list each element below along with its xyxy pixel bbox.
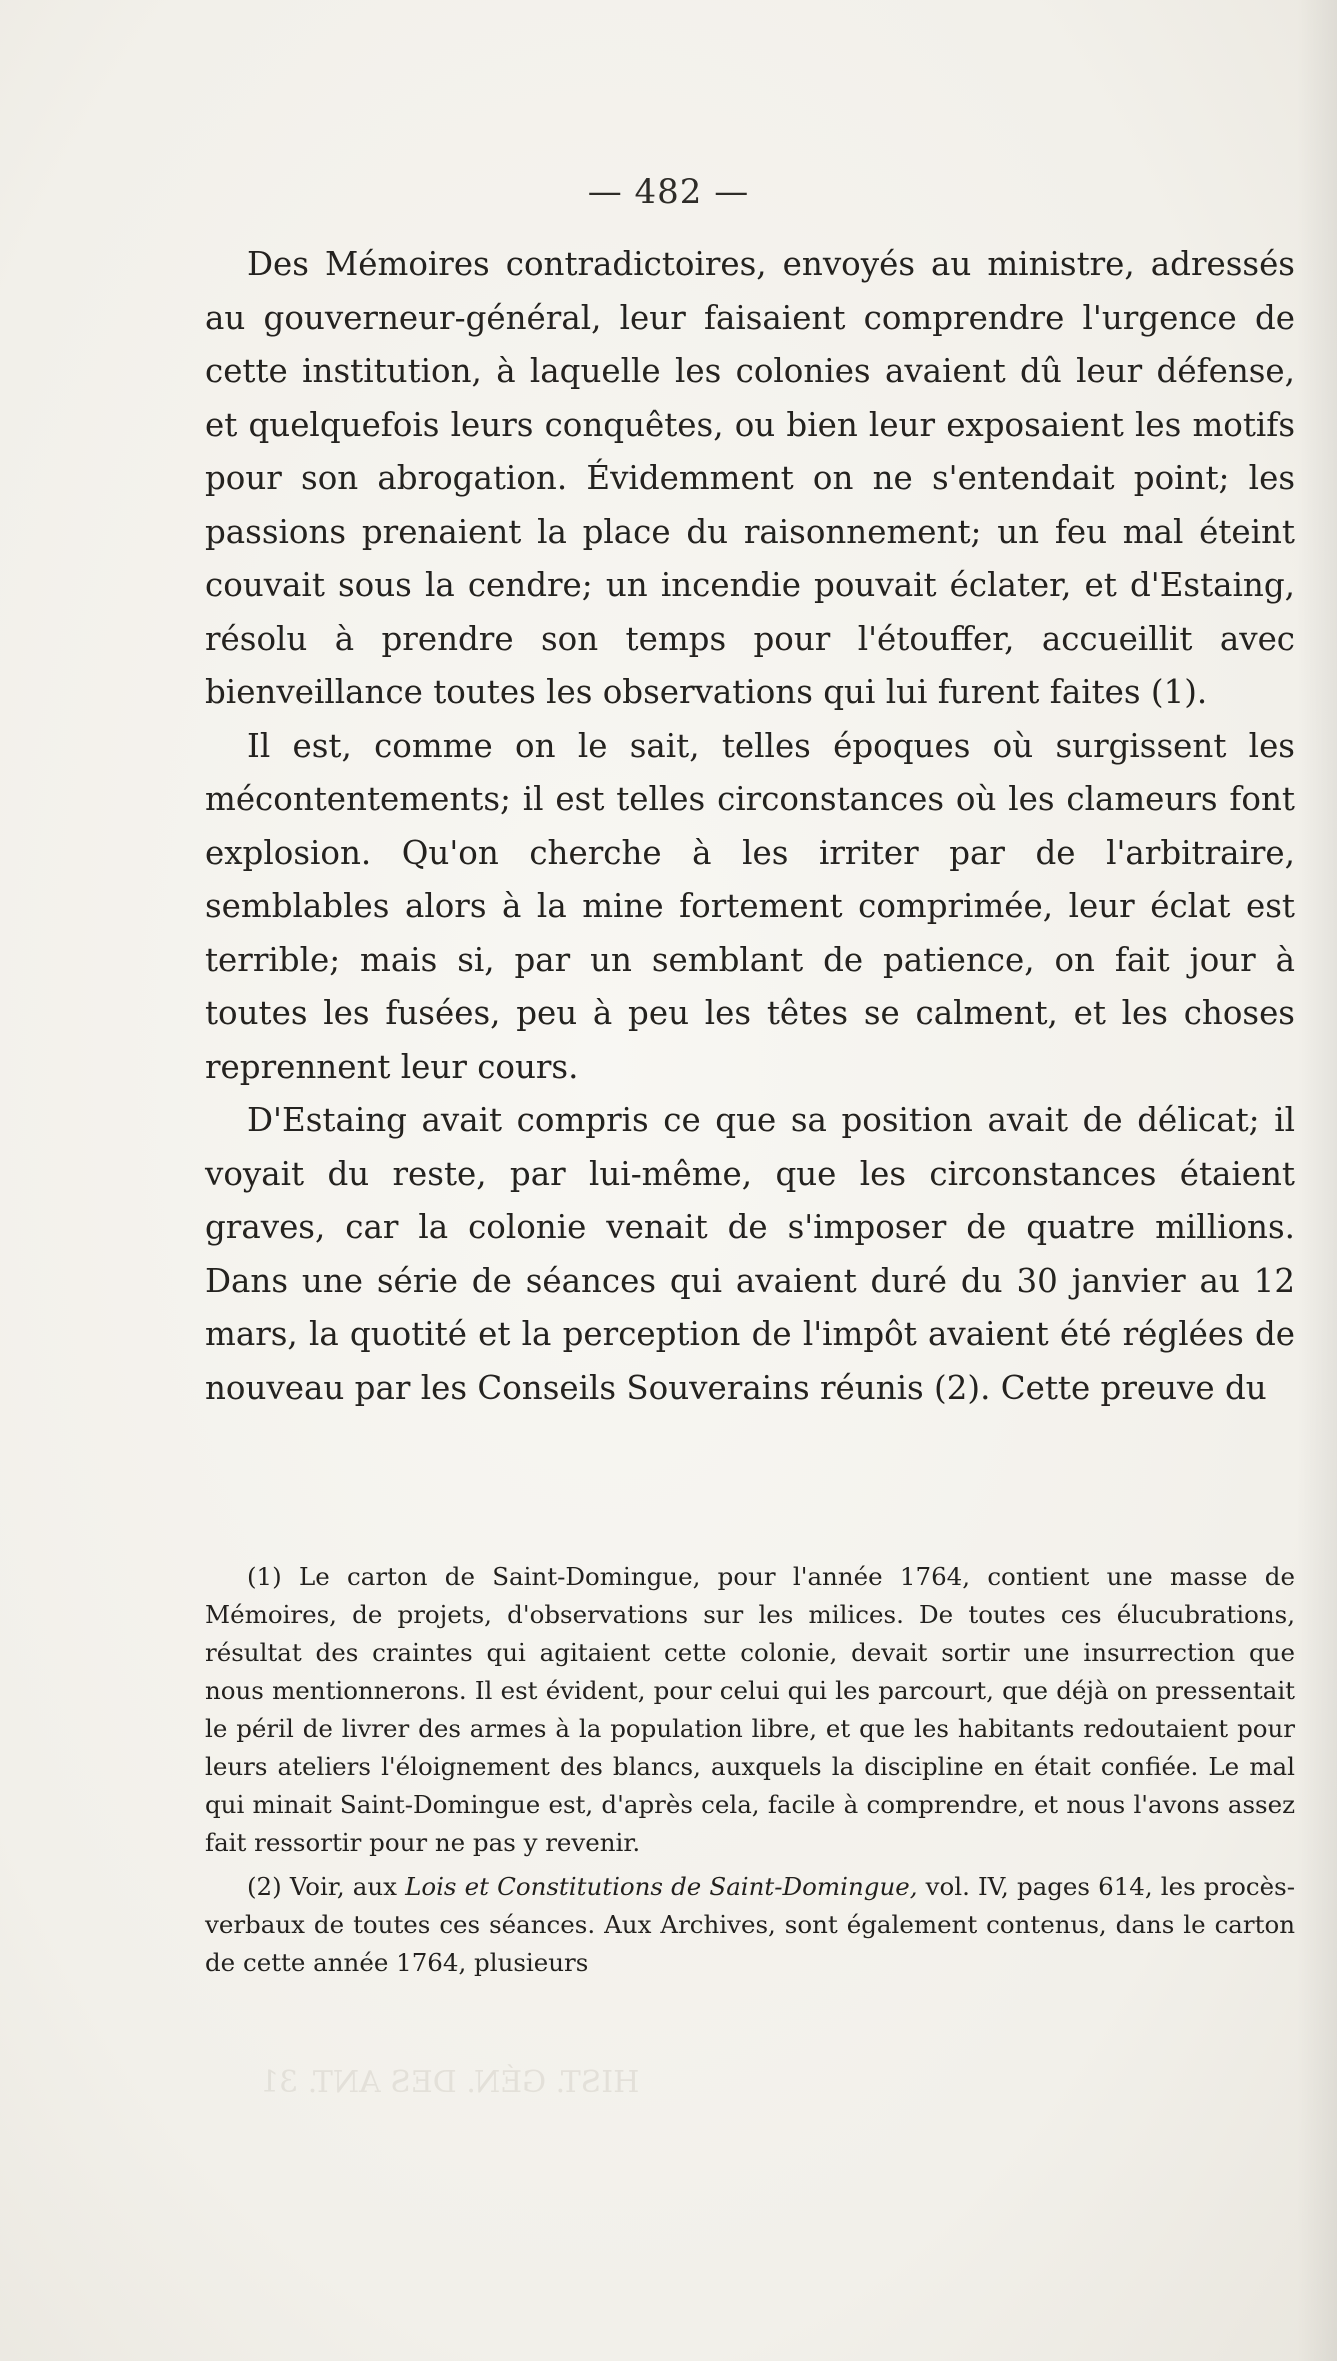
bleed-through-text: HIST. GÉN. DES ANT. 31 bbox=[260, 2065, 640, 2100]
main-text bbox=[205, 238, 1295, 1415]
footnote-1: (1) Le carton de Saint-Domingue, pour l'année 1764, contient une masse de Mémoires, de projets, d'observations sur les milices. De toutes ces élucubrations, résultat des craintes qui agitaient cette colonie, devait sortir une insurrection que nous mentionnerons. Il est évident, pour celui qui les parcourt, que déjà on pressentait le péril de livrer des armes à la population libre, et que les habitants redoutaient pour leurs ateliers l'éloignement des blancs, auxquels la discipline en était confiée. Le mal qui minait Saint-Domingue est, d'après cela, facile à comprendre, et nous l'avons assez fait ressortir pour ne pas y revenir. bbox=[205, 1562, 1295, 1857]
footnote-2-start: (2) Voir, aux bbox=[247, 1872, 406, 1901]
paragraph-2: Il est, comme on le sait, telles époques où surgissent les mécontentements; il est telles circonstances où les clameurs font explosion. Qu'on cherche à les irriter par de l'arbitraire, semblables alors à la mine fortement comprimée, leur éclat est terrible; mais si, par un semblant de patience, on fait jour à toutes les fusées, peu à peu les têtes se calment, et les choses reprennent leur cours. bbox=[205, 726, 1295, 1086]
paragraph-1: Des Mémoires contradictoires, envoyés au ministre, adressés au gouverneur-général, leur faisaient comprendre l'urgence de cette institution, à laquelle les colonies avaient dû leur défense, et quelquefois leurs conquêtes, ou bien leur exposaient les motifs pour son abrogation. Évidemment on ne s'entendait point; les passions prenaient la place du raisonnement; un feu mal éteint couvait sous la cendre; un incendie pouvait éclater, et d'Estaing, résolu à prendre son temps pour l'étouffer, accueillit avec bienveillance toutes les observations qui lui furent faites (1). bbox=[205, 245, 1295, 711]
footnote-2-title: Lois et Constitutions de Saint-Domingue, bbox=[405, 1872, 918, 1901]
paragraph-3: D'Estaing avait compris ce que sa position avait de délicat; il voyait du reste, par lui-même, que les circonstances étaient graves, car la colonie venait de s'imposer de quatre millions. Dans une série de séances qui avaient duré du 30 janvier au 12 mars, la quotité et la perception de l'impôt avaient été réglées de nouveau par les Conseils Souverains réunis (2). Cette preuve du bbox=[205, 1101, 1295, 1407]
main-text-block bbox=[205, 238, 1295, 1415]
page-edge-shadow bbox=[1297, 0, 1337, 2361]
footnote-2-end: vol. IV, pages 614, les procès-verbaux de toutes ces séances. Aux Archives, sont également contenus, dans le carton de cette année 1764, plusieurs bbox=[205, 1872, 1295, 1977]
footnotes bbox=[205, 1558, 1295, 1988]
page-number: — 482 — bbox=[587, 172, 750, 212]
footnote-2 bbox=[205, 1868, 1295, 1982]
